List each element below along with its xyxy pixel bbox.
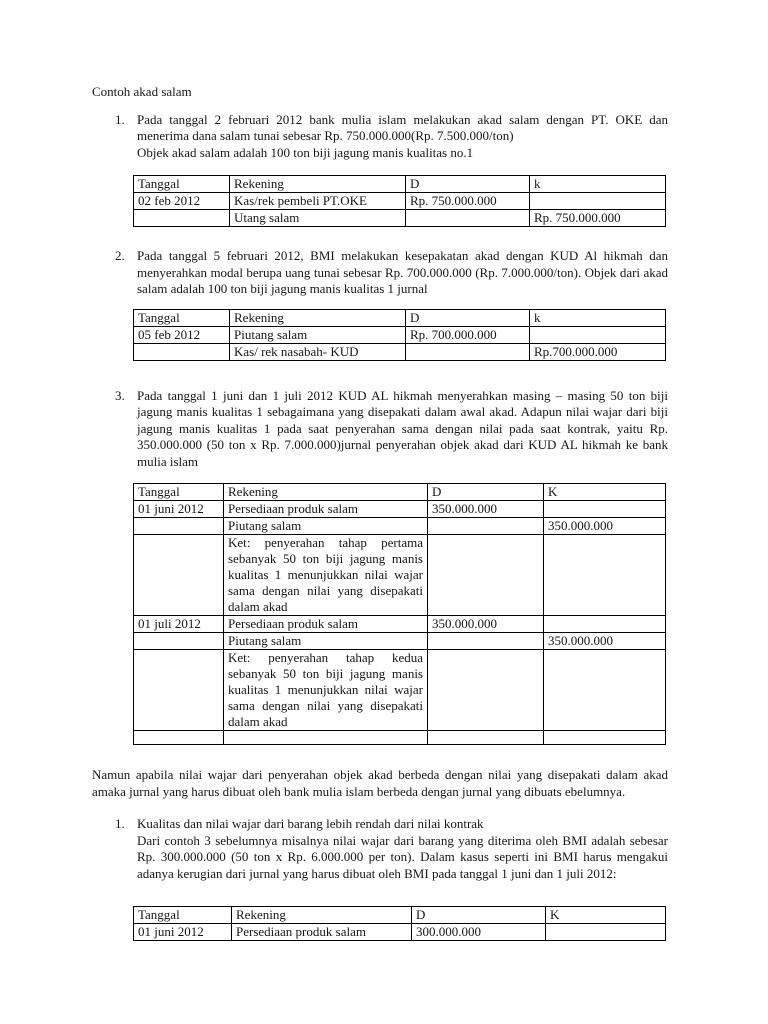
cell-debit: Rp. 700.000.000 (406, 326, 530, 343)
journal-table-2 (133, 309, 666, 361)
header-kredit: K (546, 907, 666, 924)
cell-kredit: Rp.700.000.000 (530, 343, 666, 360)
header-kredit: K (544, 484, 666, 501)
journal-table-4 (133, 906, 666, 941)
cell-debit (406, 210, 530, 227)
cell-rekening: Piutang salam (224, 633, 428, 650)
cell-tanggal (134, 731, 224, 745)
cell-kredit (546, 924, 666, 941)
cell-debit (428, 650, 544, 731)
cell-tanggal: 01 juli 2012 (134, 616, 224, 633)
cell-kredit (544, 731, 666, 745)
cell-tanggal (134, 535, 224, 616)
cell-kredit: Rp. 750.000.000 (530, 210, 666, 227)
list-item-body (137, 248, 668, 298)
table-row (134, 210, 666, 227)
table-header-row (134, 907, 666, 924)
list-item-body (137, 816, 668, 882)
header-rekening: Rekening (230, 309, 406, 326)
header-tanggal: Tanggal (134, 484, 224, 501)
list-number: 1. (115, 111, 125, 127)
cell-debit (428, 633, 544, 650)
table-row (134, 924, 666, 941)
cell-kredit (544, 650, 666, 731)
paragraph: Objek akad salam adalah 100 ton biji jagung manis kualitas no.1 (137, 144, 474, 160)
cell-rekening (224, 731, 428, 745)
table-row (134, 518, 666, 535)
cell-tanggal: 02 feb 2012 (134, 193, 230, 210)
table-row (134, 616, 666, 633)
header-debit: D (406, 176, 530, 193)
table-row-empty (134, 731, 666, 745)
cell-tanggal (134, 518, 224, 535)
cell-debit: Rp. 750.000.000 (406, 193, 530, 210)
cell-debit (428, 518, 544, 535)
cell-tanggal (134, 650, 224, 731)
header-tanggal: Tanggal (134, 176, 230, 193)
cell-debit: 300.000.000 (412, 924, 546, 941)
table-row (134, 650, 666, 731)
cell-rekening: Piutang salam (230, 326, 406, 343)
cell-kredit: 350.000.000 (544, 633, 666, 650)
header-tanggal: Tanggal (134, 907, 232, 924)
paragraph: Pada tanggal 2 februari 2012 bank mulia islam melakukan akad salam dengan PT. OKE dan menerima dana salam tunai sebesar Rp. 750.000.000(Rp. 7.500.000/ton) (137, 111, 668, 143)
cell-kredit (544, 616, 666, 633)
list-number: 2. (115, 248, 125, 263)
table-row (134, 535, 666, 616)
cell-tanggal (134, 210, 230, 227)
table-header-row (134, 309, 666, 326)
cell-rekening: Kas/rek pembeli PT.OKE (230, 193, 406, 210)
cell-rekening-note: Ket: penyerahan tahap kedua sebanyak 50 ton biji jagung manis kualitas 1 menunjukkan nilai wajar sama dengan nilai yang disepakati dalam akad (224, 650, 428, 731)
cell-tanggal: 01 juni 2012 (134, 924, 232, 941)
cell-tanggal: 05 feb 2012 (134, 326, 230, 343)
header-kredit: k (530, 309, 666, 326)
table-row (134, 193, 666, 210)
header-debit: D (412, 907, 546, 924)
table-row (134, 343, 666, 360)
journal-table-3 (133, 483, 666, 745)
list-item-4 (92, 816, 668, 882)
paragraph: Kualitas dan nilai wajar dari barang lebih rendah dari nilai kontrak (137, 816, 484, 831)
cell-tanggal (134, 343, 230, 360)
paragraph: Dari contoh 3 sebelumnya misalnya nilai wajar dari barang yang diterima oleh BMI adalah sebesar Rp. 300.000.000 (50 ton x Rp. 6.000.000 per ton). Dalam kasus seperti ini BMI harus mengakui adanya kerugian dari jurnal yang harus dibuat oleh BMI pada tanggal 1 juni dan 1 juli 2012: (137, 832, 668, 881)
cell-debit: 350.000.000 (428, 616, 544, 633)
list-number: 1. (115, 816, 125, 831)
table-header-row (134, 484, 666, 501)
cell-kredit (544, 501, 666, 518)
cell-debit: 350.000.000 (428, 501, 544, 518)
cell-kredit (530, 326, 666, 343)
cell-rekening: Persediaan produk salam (224, 616, 428, 633)
cell-kredit (530, 193, 666, 210)
closing-paragraph: Namun apabila nilai wajar dari penyerahan objek akad berbeda dengan nilai yang disepakati dalam akad amaka jurnal yang harus dibuat oleh bank mulia islam berbeda dengan jurnal yang dibuats ebelumnya. (92, 767, 668, 799)
table-header-row (134, 176, 666, 193)
header-tanggal: Tanggal (134, 309, 230, 326)
list-item-1 (92, 112, 668, 162)
cell-rekening: Piutang salam (224, 518, 428, 535)
cell-rekening: Persediaan produk salam (224, 501, 428, 518)
doc-title: Contoh akad salam (92, 84, 192, 99)
paragraph: Pada tanggal 5 februari 2012, BMI melakukan kesepakatan akad dengan KUD Al hikmah dan menyerahkan modal berupa uang tunai sebesar Rp. 700.000.000 (Rp. 7.000.000/ton). Objek dari akad salam adalah 100 ton biji jagung manis kualitas 1 jurnal (137, 248, 668, 296)
header-rekening: Rekening (224, 484, 428, 501)
cell-debit (428, 731, 544, 745)
list-number: 3. (115, 387, 125, 403)
cell-debit (406, 343, 530, 360)
list-item-2 (92, 248, 668, 298)
list-item-3 (92, 388, 668, 471)
header-debit: D (406, 309, 530, 326)
list-item-body (137, 388, 668, 471)
table-row (134, 633, 666, 650)
cell-tanggal (134, 633, 224, 650)
journal-table-1 (133, 175, 666, 227)
cell-rekening: Utang salam (230, 210, 406, 227)
cell-kredit: 350.000.000 (544, 518, 666, 535)
header-rekening: Rekening (232, 907, 412, 924)
header-kredit: k (530, 176, 666, 193)
table-row (134, 326, 666, 343)
paragraph: Pada tanggal 1 juni dan 1 juli 2012 KUD AL hikmah menyerahkan masing – masing 50 ton biji jagung manis kualitas 1 sebagaimana yang disepakati dalam awal akad. Adapun nilai wajar dari biji jagung manis kualitas 1 pada saat penyerahan sama dengan nilai pada saat kontrak, yaitu Rp. 350.000.000 (50 ton x Rp. 7.000.000)jurnal penyerahan objek akad dari KUD AL hikmah ke bank mulia islam (137, 387, 668, 469)
cell-rekening: Kas/ rek nasabah- KUD (230, 343, 406, 360)
header-rekening: Rekening (230, 176, 406, 193)
cell-tanggal: 01 juni 2012 (134, 501, 224, 518)
cell-rekening-note: Ket: penyerahan tahap pertama sebanyak 50 ton biji jagung manis kualitas 1 menunjukkan nilai wajar sama dengan nilai yang disepakati dalam akad (224, 535, 428, 616)
cell-kredit (544, 535, 666, 616)
cell-debit (428, 535, 544, 616)
header-debit: D (428, 484, 544, 501)
table-row (134, 501, 666, 518)
list-item-body (137, 112, 668, 162)
cell-rekening: Persediaan produk salam (232, 924, 412, 941)
